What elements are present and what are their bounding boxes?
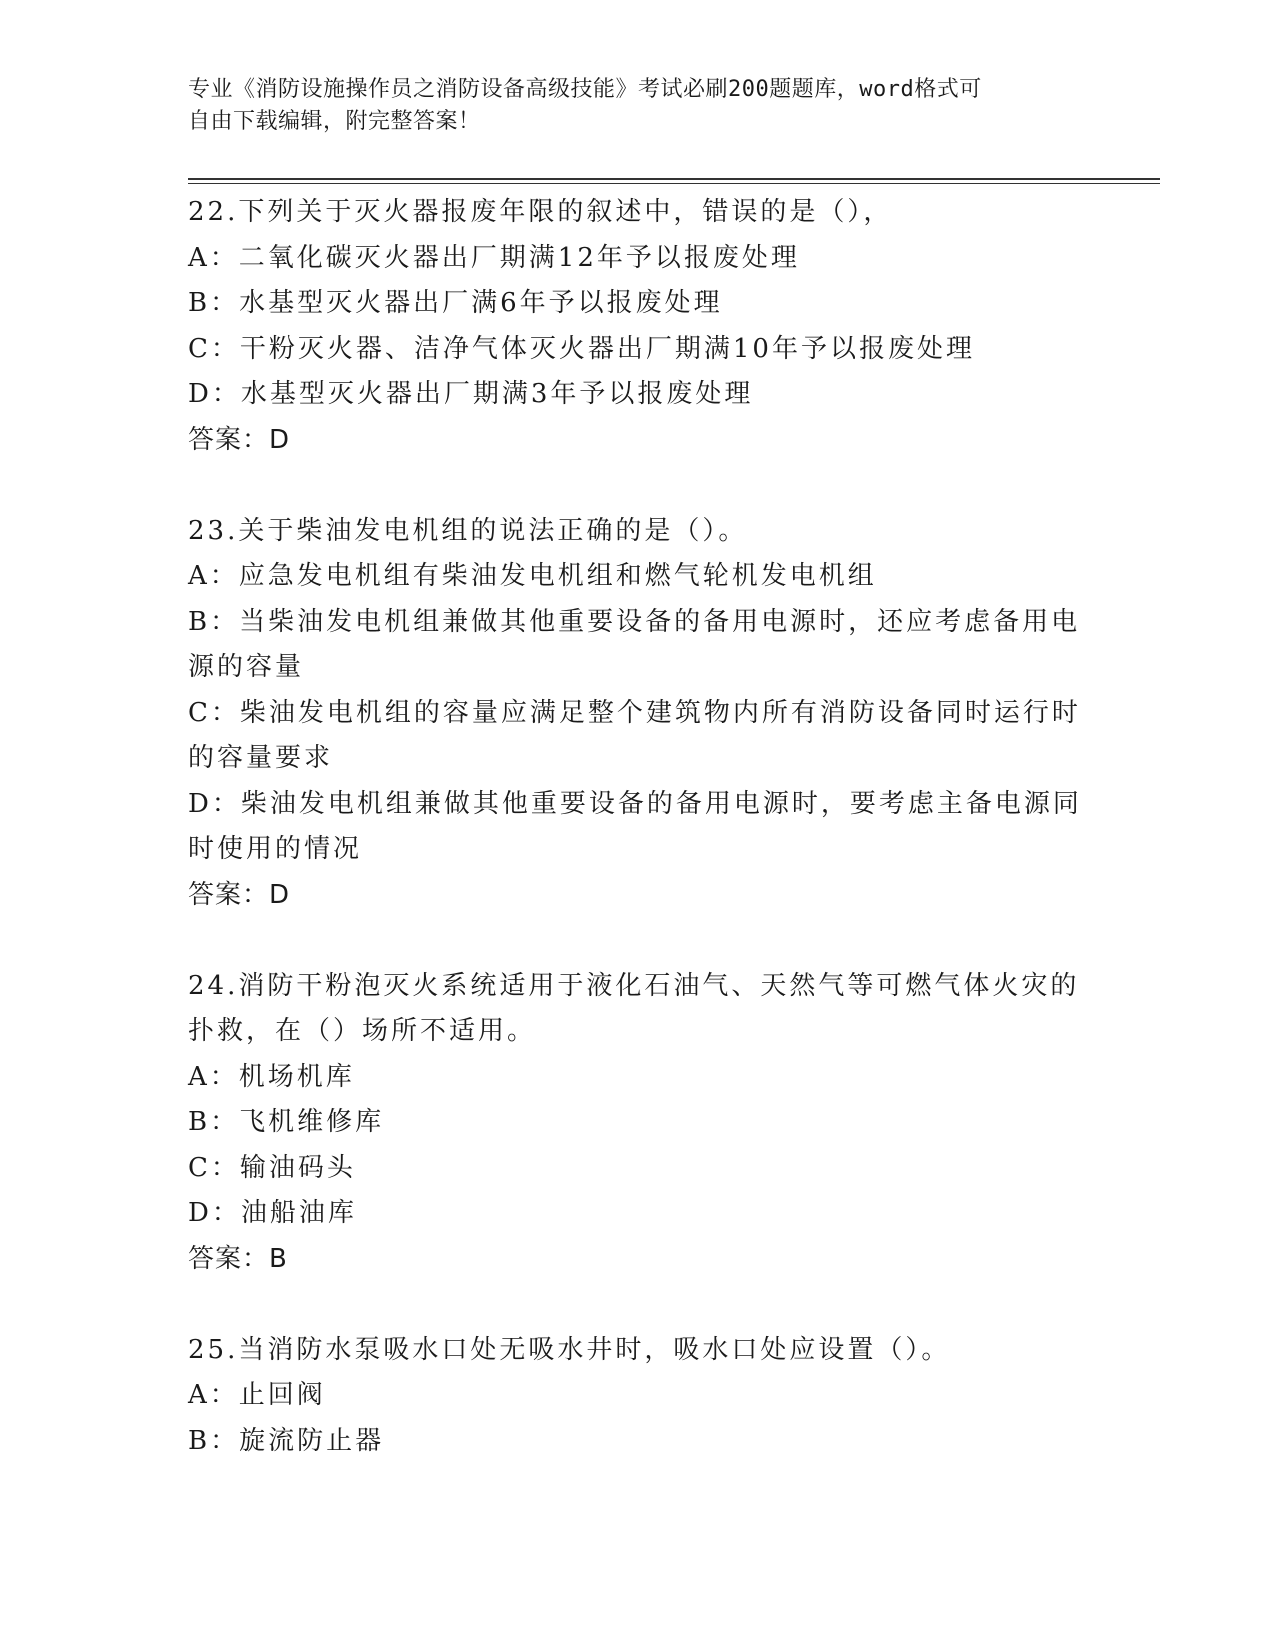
option-c: C：柴油发电机组的容量应满足整个建筑物内所有消防设备同时运行时的容量要求 bbox=[188, 697, 1081, 773]
header-divider-thick bbox=[188, 178, 1160, 180]
option-b: B：当柴油发电机组兼做其他重要设备的备用电源时，还应考虑备用电源的容量 bbox=[188, 606, 1081, 682]
answer-line: 答案：D bbox=[188, 879, 291, 910]
question-stem: 24.消防干粉泡灭火系统适用于液化石油气、天然气等可燃气体火灾的扑救，在（）场所不适用。 bbox=[188, 970, 1080, 1046]
option-d: D：油船油库 bbox=[188, 1198, 357, 1228]
option-b: B：旋流防止器 bbox=[188, 1425, 385, 1456]
document-header bbox=[188, 74, 1088, 138]
answer-line: 答案：B bbox=[188, 1243, 288, 1274]
question-stem: 23.关于柴油发电机组的说法正确的是（）。 bbox=[188, 515, 748, 546]
header-line-2: 自由下载编辑，附完整答案！ bbox=[188, 109, 481, 134]
option-c: C：输油码头 bbox=[188, 1152, 356, 1183]
header-line-1: 专业《消防设施操作员之消防设备高级技能》考试必刷200题题库，word格式可 bbox=[188, 77, 982, 102]
option-d: D：柴油发电机组兼做其他重要设备的备用电源时，要考虑主备电源同时使用的情况 bbox=[188, 788, 1082, 864]
option-b: B：水基型灭火器出厂满6年予以报废处理 bbox=[188, 288, 723, 318]
option-d: D：水基型灭火器出厂期满3年予以报废处理 bbox=[188, 379, 754, 409]
question-list bbox=[188, 190, 1088, 1464]
question-stem: 25.当消防水泵吸水口处无吸水井时，吸水口处应设置（）。 bbox=[188, 1334, 951, 1365]
question-22 bbox=[188, 190, 1088, 463]
option-c: C：干粉灭火器、洁净气体灭火器出厂期满10年予以报废处理 bbox=[188, 333, 975, 364]
question-stem: 22.下列关于灭火器报废年限的叙述中，错误的是（）， bbox=[188, 197, 893, 227]
header-divider-thin bbox=[188, 183, 1160, 184]
option-a: A：二氧化碳灭火器出厂期满12年予以报废处理 bbox=[188, 242, 800, 273]
question-25 bbox=[188, 1328, 1088, 1465]
option-a: A：止回阀 bbox=[188, 1380, 326, 1410]
question-23 bbox=[188, 509, 1088, 919]
question-24 bbox=[188, 964, 1088, 1283]
option-b: B：飞机维修库 bbox=[188, 1107, 385, 1137]
option-a: A：应急发电机组有柴油发电机组和燃气轮机发电机组 bbox=[188, 561, 877, 591]
option-a: A：机场机库 bbox=[188, 1061, 355, 1092]
answer-line: 答案：D bbox=[188, 424, 291, 455]
